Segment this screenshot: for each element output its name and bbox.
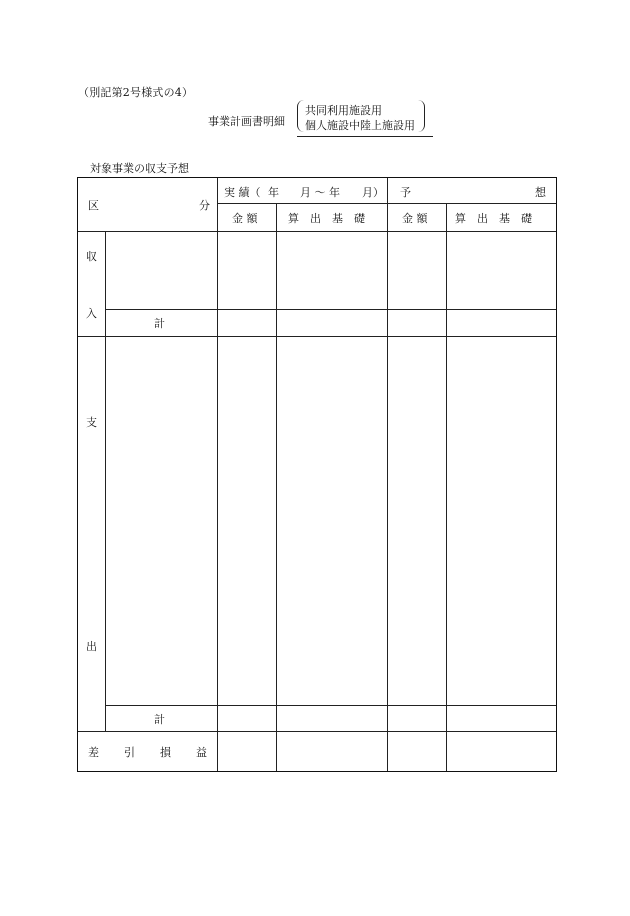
expense-label-char-1: 支 [86,416,97,429]
label-column-rule [105,231,106,731]
profit-label-char-2: 引 [124,746,135,759]
header-forecast-char-1: 予 [400,186,411,199]
actual-amount-rule [276,203,277,771]
income-label-char-1: 収 [86,250,97,263]
title-option-shared: 共同利用施設用 [305,104,382,117]
header-forecast-amount: 金 額 [402,212,428,225]
header-actual-range: 月 ～ 年 [300,186,340,199]
category-column-rule [217,178,218,771]
actual-forecast-rule [387,178,388,771]
header-category-char-1: 区 [88,199,99,212]
header-forecast-basis: 算 出 基 礎 [455,212,532,225]
income-expense-table [77,177,557,772]
header-category-char-2: 分 [199,199,210,212]
title-option-individual: 個人施設中陸上施設用 [305,119,415,132]
profit-label-char-4: 益 [196,746,207,759]
document-title: 事業計画書明細 [208,115,285,128]
expense-subtotal-rule [105,705,556,706]
income-bottom-rule [78,336,556,337]
header-actual-label: 実 績（ [224,186,261,199]
header-actual-year: 年 [268,186,279,199]
expense-label-char-2: 出 [86,640,97,653]
form-reference: （別記第2号様式の4） [78,86,194,99]
income-subtotal-label: 計 [154,317,165,330]
header-forecast-char-2: 想 [535,186,546,199]
expense-subtotal-label: 計 [154,713,165,726]
title-underline [297,136,433,137]
header-actual-amount: 金 額 [232,212,258,225]
forecast-amount-rule [446,203,447,771]
header-actual-basis: 算 出 基 礎 [288,212,365,225]
header-actual-month: 月） [362,186,384,199]
title-options-bracket [297,100,425,132]
income-subtotal-rule [105,309,556,310]
income-label-char-2: 入 [86,307,97,320]
expense-bottom-rule [78,731,556,732]
profit-label-char-3: 損 [160,746,171,759]
header-bottom-rule [78,231,556,232]
section-caption: 対象事業の収支予想 [90,162,189,175]
profit-label-char-1: 差 [88,746,99,759]
